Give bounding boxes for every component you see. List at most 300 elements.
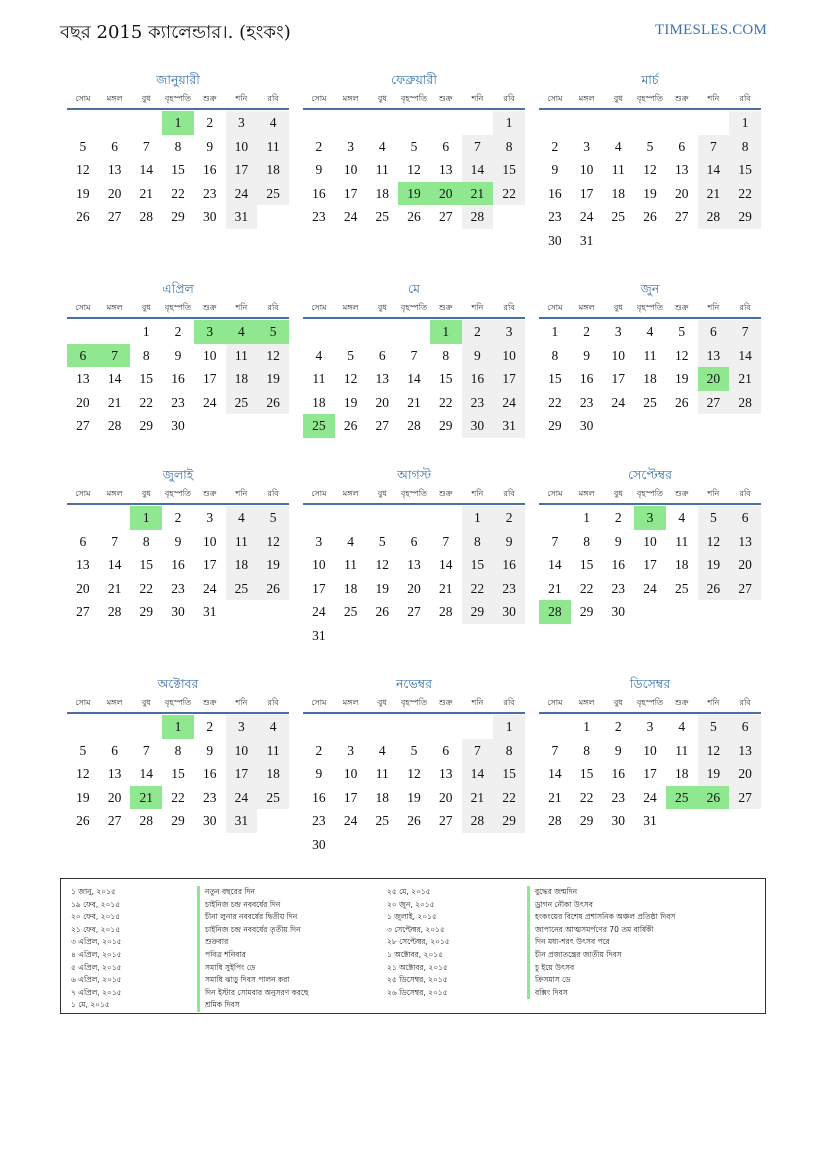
day-cell: 1 (729, 111, 761, 135)
day-cell: 6 (678, 138, 686, 154)
weekday-label: বৃহস্পতি (164, 94, 192, 103)
weekday-label: মঙ্গল (342, 489, 359, 498)
day-cell: 21 (130, 786, 162, 810)
day-cell: 27 (729, 577, 761, 601)
weekday-label: মঙ্গল (106, 303, 123, 312)
day-cell: 11 (611, 162, 625, 178)
day-cell: 4 (378, 742, 386, 758)
holiday-date: ৭ এপ্রিল, ২০১৫ (71, 987, 122, 997)
day-cell: 17 (202, 557, 217, 573)
day-cell: 17 (226, 158, 258, 182)
day-cell: 10 (579, 162, 594, 178)
day-cell: 6 (729, 715, 761, 739)
weekday-label: সোম (547, 698, 563, 707)
day-cell: 7 (462, 739, 494, 763)
day-cell: 25 (375, 209, 390, 225)
day-cell: 3 (347, 742, 354, 758)
day-cell: 14 (139, 766, 154, 782)
holiday-name: চু ইয়ে উৎসব (527, 962, 675, 975)
day-cell: 23 (171, 394, 185, 410)
day-cell: 19 (698, 762, 730, 786)
day-cell: 13 (438, 766, 453, 782)
day-cell: 30 (312, 836, 326, 852)
day-cell: 17 (643, 557, 657, 573)
month-block (539, 70, 761, 253)
day-cell: 17 (493, 367, 525, 391)
day-cell: 7 (142, 742, 150, 758)
holiday-name: দিন মধ্য-শরৎ উৎসব পরে (527, 936, 675, 949)
day-cell: 14 (548, 766, 562, 782)
day-cell: 17 (312, 580, 326, 596)
day-cell: 23 (493, 577, 525, 601)
day-cell: 21 (438, 580, 453, 596)
day-cell: 3 (614, 324, 622, 339)
day-cell: 12 (674, 347, 689, 363)
day-cell: 18 (257, 762, 289, 786)
day-cell: 22 (171, 789, 185, 805)
month-name: আগস্ট (396, 467, 432, 482)
day-cell: 15 (579, 557, 594, 573)
day-cell: 9 (315, 162, 323, 178)
holiday-name: ক্রিসমাস ডে (527, 974, 675, 987)
day-cell: 25 (343, 604, 358, 620)
weekday-label: বৃহস্পতি (164, 303, 192, 312)
day-cell: 2 (614, 510, 622, 525)
day-cell: 29 (548, 418, 562, 434)
day-cell: 27 (438, 813, 453, 829)
site-link[interactable]: TIMESLES.COM (655, 22, 767, 38)
holiday-date: ১ জুলাই, ২০১৫ (387, 912, 437, 922)
day-cell: 21 (729, 367, 761, 391)
holiday-name: চাইনিজ চন্দ্র নববর্ষের তৃতীয় দিন (197, 924, 308, 937)
weekday-header (539, 694, 761, 714)
holiday-date: ১ মে, ২০১৫ (71, 1000, 110, 1010)
day-cell: 7 (111, 533, 118, 549)
holiday-date: ৪ এপ্রিল, ২০১৫ (71, 949, 122, 959)
day-cell: 18 (226, 367, 258, 391)
month-block (67, 70, 289, 229)
day-cell: 28 (139, 813, 154, 829)
day-cell: 27 (438, 209, 453, 225)
day-cell: 25 (226, 391, 258, 415)
day-cell: 27 (107, 813, 122, 829)
day-cell: 27 (674, 209, 689, 225)
day-cell: 30 (493, 600, 525, 624)
day-cell: 20 (698, 367, 730, 391)
day-cell: 19 (76, 789, 90, 805)
day-cell: 16 (462, 367, 494, 391)
day-cell: 6 (67, 344, 99, 368)
day-cell: 11 (643, 347, 657, 363)
month-name: এপ্রিল (162, 281, 194, 296)
day-cell: 22 (493, 786, 525, 810)
month-block (539, 674, 761, 833)
weekday-label: সোম (311, 489, 327, 498)
day-cell: 24 (611, 394, 626, 410)
weekday-label: বুধ (377, 489, 387, 498)
day-cell: 1 (162, 111, 194, 135)
day-cell: 30 (202, 209, 217, 225)
weekday-label: বুধ (141, 489, 151, 498)
day-grid (303, 111, 525, 229)
weekday-header (67, 485, 289, 505)
day-cell: 7 (551, 742, 559, 758)
day-cell: 20 (430, 182, 462, 206)
day-cell: 8 (462, 530, 494, 554)
day-cell: 11 (375, 162, 389, 178)
day-cell: 11 (226, 530, 258, 554)
day-cell: 4 (315, 347, 323, 363)
day-cell: 10 (343, 766, 358, 782)
day-cell: 23 (579, 394, 594, 410)
day-cell: 12 (407, 766, 421, 782)
day-cell: 10 (643, 742, 657, 758)
weekday-label: মঙ্গল (342, 303, 359, 312)
day-cell: 28 (107, 604, 122, 620)
day-cell: 14 (438, 557, 453, 573)
day-cell: 14 (139, 162, 154, 178)
day-cell: 11 (675, 533, 689, 549)
weekday-label: বৃহস্পতি (636, 698, 664, 707)
holiday-list (60, 878, 766, 1014)
day-cell: 7 (410, 347, 418, 363)
holiday-name: সমাধি সুইপিং ডে (197, 962, 308, 975)
day-cell: 8 (174, 138, 182, 154)
day-cell: 29 (493, 809, 525, 833)
day-cell: 11 (375, 766, 389, 782)
day-cell: 29 (579, 813, 594, 829)
weekday-label: শনি (471, 698, 484, 707)
day-cell: 7 (99, 344, 131, 368)
weekday-label: রবি (503, 303, 515, 312)
weekday-label: মঙ্গল (578, 489, 595, 498)
day-cell: 30 (611, 813, 626, 829)
day-cell: 7 (698, 135, 730, 159)
day-cell: 18 (226, 553, 258, 577)
weekday-label: মঙ্গল (106, 94, 123, 103)
day-cell: 3 (194, 320, 226, 344)
holiday-name: চাইনিজ চন্দ্র নববর্ষের দিন (197, 899, 308, 912)
day-cell: 1 (130, 506, 162, 530)
day-cell: 30 (579, 418, 594, 434)
weekday-header (539, 90, 761, 110)
day-cell: 17 (643, 766, 657, 782)
weekday-header (539, 299, 761, 319)
day-cell: 15 (438, 371, 453, 387)
day-cell: 28 (462, 205, 494, 229)
day-cell: 19 (257, 367, 289, 391)
day-cell: 3 (583, 138, 590, 154)
day-cell: 24 (493, 391, 525, 415)
day-cell: 31 (226, 809, 258, 833)
weekday-label: বৃহস্পতি (164, 489, 192, 498)
day-cell: 4 (226, 320, 258, 344)
day-cell: 20 (438, 789, 453, 805)
weekday-label: শনি (235, 489, 248, 498)
day-cell: 20 (407, 580, 421, 596)
day-cell: 9 (551, 162, 559, 178)
month-block (539, 465, 761, 624)
weekday-label: শুক্র (674, 303, 689, 312)
weekday-label: শনি (707, 698, 720, 707)
day-cell: 21 (462, 786, 494, 810)
page-title: বছর 2015 ক্যালেন্ডার।. (হংকং) (60, 22, 291, 43)
holiday-name: শুক্রবার (197, 936, 308, 949)
day-cell: 13 (76, 557, 90, 573)
day-cell: 6 (698, 320, 730, 344)
holiday-name: চীনা লুনার নববর্ষের দ্বিতীয় দিন (197, 911, 308, 924)
day-cell: 17 (226, 762, 258, 786)
weekday-label: সোম (75, 489, 91, 498)
day-cell: 5 (79, 138, 87, 154)
weekday-label: শনি (471, 94, 484, 103)
day-cell: 6 (410, 533, 418, 549)
day-cell: 18 (375, 185, 390, 201)
day-cell: 26 (674, 394, 689, 410)
day-cell: 10 (312, 557, 326, 573)
day-cell: 16 (493, 553, 525, 577)
holiday-date: ২১ অক্টোবর, ২০১৫ (387, 962, 448, 972)
weekday-label: শুক্র (438, 94, 453, 103)
day-cell: 14 (407, 371, 421, 387)
day-cell: 4 (678, 719, 686, 734)
day-cell: 2 (315, 138, 323, 154)
day-cell: 29 (171, 813, 185, 829)
day-cell: 23 (202, 789, 217, 805)
day-cell: 1 (493, 111, 525, 135)
day-cell: 13 (729, 739, 761, 763)
month-name: সেপ্টেম্বর (628, 467, 672, 482)
day-cell: 27 (76, 418, 90, 434)
day-cell: 28 (729, 391, 761, 415)
weekday-label: শনি (235, 698, 248, 707)
day-cell: 19 (407, 789, 421, 805)
weekday-label: সোম (311, 698, 327, 707)
month-block (67, 674, 289, 833)
day-cell: 22 (548, 394, 562, 410)
holiday-date: ৫ এপ্রিল, ২০১৫ (71, 962, 122, 972)
day-cell: 9 (583, 347, 590, 363)
day-cell: 19 (643, 185, 657, 201)
day-cell: 27 (729, 786, 761, 810)
weekday-label: শুক্র (674, 94, 689, 103)
day-grid (539, 320, 761, 438)
day-cell: 22 (462, 577, 494, 601)
day-cell: 22 (579, 789, 594, 805)
day-cell: 11 (344, 557, 358, 573)
day-cell: 8 (142, 347, 150, 363)
day-cell: 26 (698, 786, 730, 810)
day-cell: 5 (646, 138, 654, 154)
day-cell: 20 (375, 394, 390, 410)
weekday-label: বুধ (377, 94, 387, 103)
day-cell: 22 (139, 394, 154, 410)
day-cell: 2 (583, 324, 590, 339)
day-cell: 18 (375, 789, 390, 805)
day-cell: 5 (257, 320, 289, 344)
holiday-names-left (197, 886, 308, 1012)
weekday-label: রবি (739, 94, 751, 103)
day-cell: 25 (257, 182, 289, 206)
day-cell: 25 (226, 577, 258, 601)
day-cell: 5 (79, 742, 87, 758)
holiday-date: ২৮ সেপ্টেম্বর, ২০১৫ (387, 937, 450, 947)
day-cell: 3 (226, 715, 258, 739)
day-cell: 2 (206, 719, 214, 734)
holiday-date: ২৫ ডিসেম্বর, ২০১৫ (387, 975, 448, 985)
day-cell: 16 (312, 789, 326, 805)
day-cell: 27 (76, 604, 90, 620)
day-cell: 23 (611, 789, 626, 805)
day-cell: 11 (226, 344, 258, 368)
day-cell: 24 (579, 209, 594, 225)
day-cell: 18 (257, 158, 289, 182)
holiday-date: ২১ ফেব, ২০১৫ (71, 924, 121, 934)
day-grid (303, 506, 525, 648)
day-cell: 15 (493, 158, 525, 182)
month-block (539, 279, 761, 438)
weekday-header (67, 90, 289, 110)
day-cell: 18 (343, 580, 358, 596)
day-cell: 4 (614, 138, 622, 154)
holiday-name: পবিত্র শনিবার (197, 949, 308, 962)
day-cell: 20 (674, 185, 689, 201)
weekday-label: শুক্র (438, 698, 453, 707)
day-cell: 4 (646, 324, 654, 339)
day-cell: 26 (698, 577, 730, 601)
holiday-date: ২৫ মে, ২০১৫ (387, 887, 431, 896)
weekday-label: শুক্র (674, 698, 689, 707)
weekday-label: শনি (471, 303, 484, 312)
day-cell: 23 (548, 209, 562, 225)
day-cell: 1 (583, 510, 590, 525)
day-cell: 18 (674, 557, 689, 573)
day-cell: 24 (226, 182, 258, 206)
day-cell: 9 (614, 742, 622, 758)
day-cell: 11 (675, 742, 689, 758)
weekday-header (303, 299, 525, 319)
holiday-name: শ্রমিক দিবস (197, 999, 308, 1012)
weekday-label: রবি (503, 489, 515, 498)
weekday-label: বৃহস্পতি (636, 489, 664, 498)
day-cell: 24 (343, 813, 358, 829)
weekday-label: শুক্র (438, 303, 453, 312)
weekday-header (303, 90, 525, 110)
day-cell: 1 (162, 715, 194, 739)
day-cell: 4 (257, 111, 289, 135)
day-cell: 28 (462, 809, 494, 833)
weekday-label: শনি (707, 303, 720, 312)
day-cell: 3 (347, 138, 354, 154)
weekday-label: শনি (707, 489, 720, 498)
day-grid (539, 111, 761, 253)
holiday-date: ৩ এপ্রিল, ২০১৫ (71, 937, 122, 947)
day-cell: 1 (551, 324, 559, 339)
holiday-dates-right (387, 886, 450, 999)
day-cell: 25 (674, 580, 689, 596)
day-cell: 5 (678, 324, 686, 339)
weekday-label: শনি (235, 303, 248, 312)
weekday-label: সোম (311, 94, 327, 103)
day-cell: 17 (579, 185, 594, 201)
day-cell: 2 (206, 115, 214, 130)
weekday-label: সোম (311, 303, 327, 312)
day-cell: 10 (202, 533, 217, 549)
day-cell: 12 (257, 344, 289, 368)
day-cell: 12 (375, 557, 390, 573)
day-cell: 12 (257, 530, 289, 554)
day-cell: 11 (312, 371, 326, 387)
day-cell: 9 (174, 347, 182, 363)
day-cell: 23 (312, 813, 326, 829)
day-cell: 8 (174, 742, 182, 758)
weekday-label: শুক্র (202, 303, 217, 312)
weekday-label: মঙ্গল (342, 698, 359, 707)
day-cell: 24 (643, 789, 657, 805)
day-cell: 12 (343, 371, 358, 387)
weekday-label: শুক্র (202, 94, 217, 103)
holiday-name: নতুন বছরের দিন (197, 886, 308, 899)
day-cell: 18 (611, 185, 626, 201)
holiday-date: ১ অক্টোবর, ২০১৫ (387, 949, 444, 959)
weekday-label: সোম (547, 303, 563, 312)
day-cell: 1 (493, 715, 525, 739)
weekday-label: বুধ (613, 698, 623, 707)
day-cell: 30 (462, 414, 494, 438)
weekday-label: সোম (75, 303, 91, 312)
weekday-label: বৃহস্পতি (636, 94, 664, 103)
day-cell: 5 (410, 742, 418, 758)
day-cell: 29 (139, 418, 154, 434)
weekday-label: বুধ (141, 94, 151, 103)
day-cell: 16 (312, 185, 326, 201)
day-cell: 16 (171, 371, 185, 387)
day-cell: 15 (171, 766, 185, 782)
day-cell: 15 (493, 762, 525, 786)
day-cell: 22 (139, 580, 154, 596)
day-cell: 5 (698, 506, 730, 530)
day-cell: 20 (76, 394, 90, 410)
day-cell: 2 (493, 506, 525, 530)
day-cell: 1 (430, 320, 462, 344)
day-cell: 14 (698, 158, 730, 182)
day-cell: 10 (202, 347, 217, 363)
day-cell: 10 (643, 533, 657, 549)
weekday-label: বুধ (613, 303, 623, 312)
day-cell: 30 (611, 604, 626, 620)
weekday-label: রবি (267, 698, 279, 707)
day-cell: 14 (107, 557, 122, 573)
day-cell: 3 (646, 719, 654, 734)
weekday-label: শনি (235, 94, 248, 103)
day-cell: 28 (698, 205, 730, 229)
day-cell: 22 (729, 182, 761, 206)
day-cell: 8 (583, 742, 590, 758)
weekday-label: রবি (503, 698, 515, 707)
day-cell: 1 (462, 506, 494, 530)
day-cell: 6 (442, 138, 450, 154)
weekday-label: মঙ্গল (342, 94, 359, 103)
day-cell: 25 (257, 786, 289, 810)
day-cell: 27 (375, 418, 390, 434)
day-cell: 6 (111, 742, 118, 758)
day-cell: 12 (643, 162, 657, 178)
day-cell: 26 (643, 209, 657, 225)
weekday-label: বুধ (141, 698, 151, 707)
day-cell: 9 (614, 533, 622, 549)
day-cell: 3 (226, 111, 258, 135)
day-cell: 6 (378, 347, 386, 363)
